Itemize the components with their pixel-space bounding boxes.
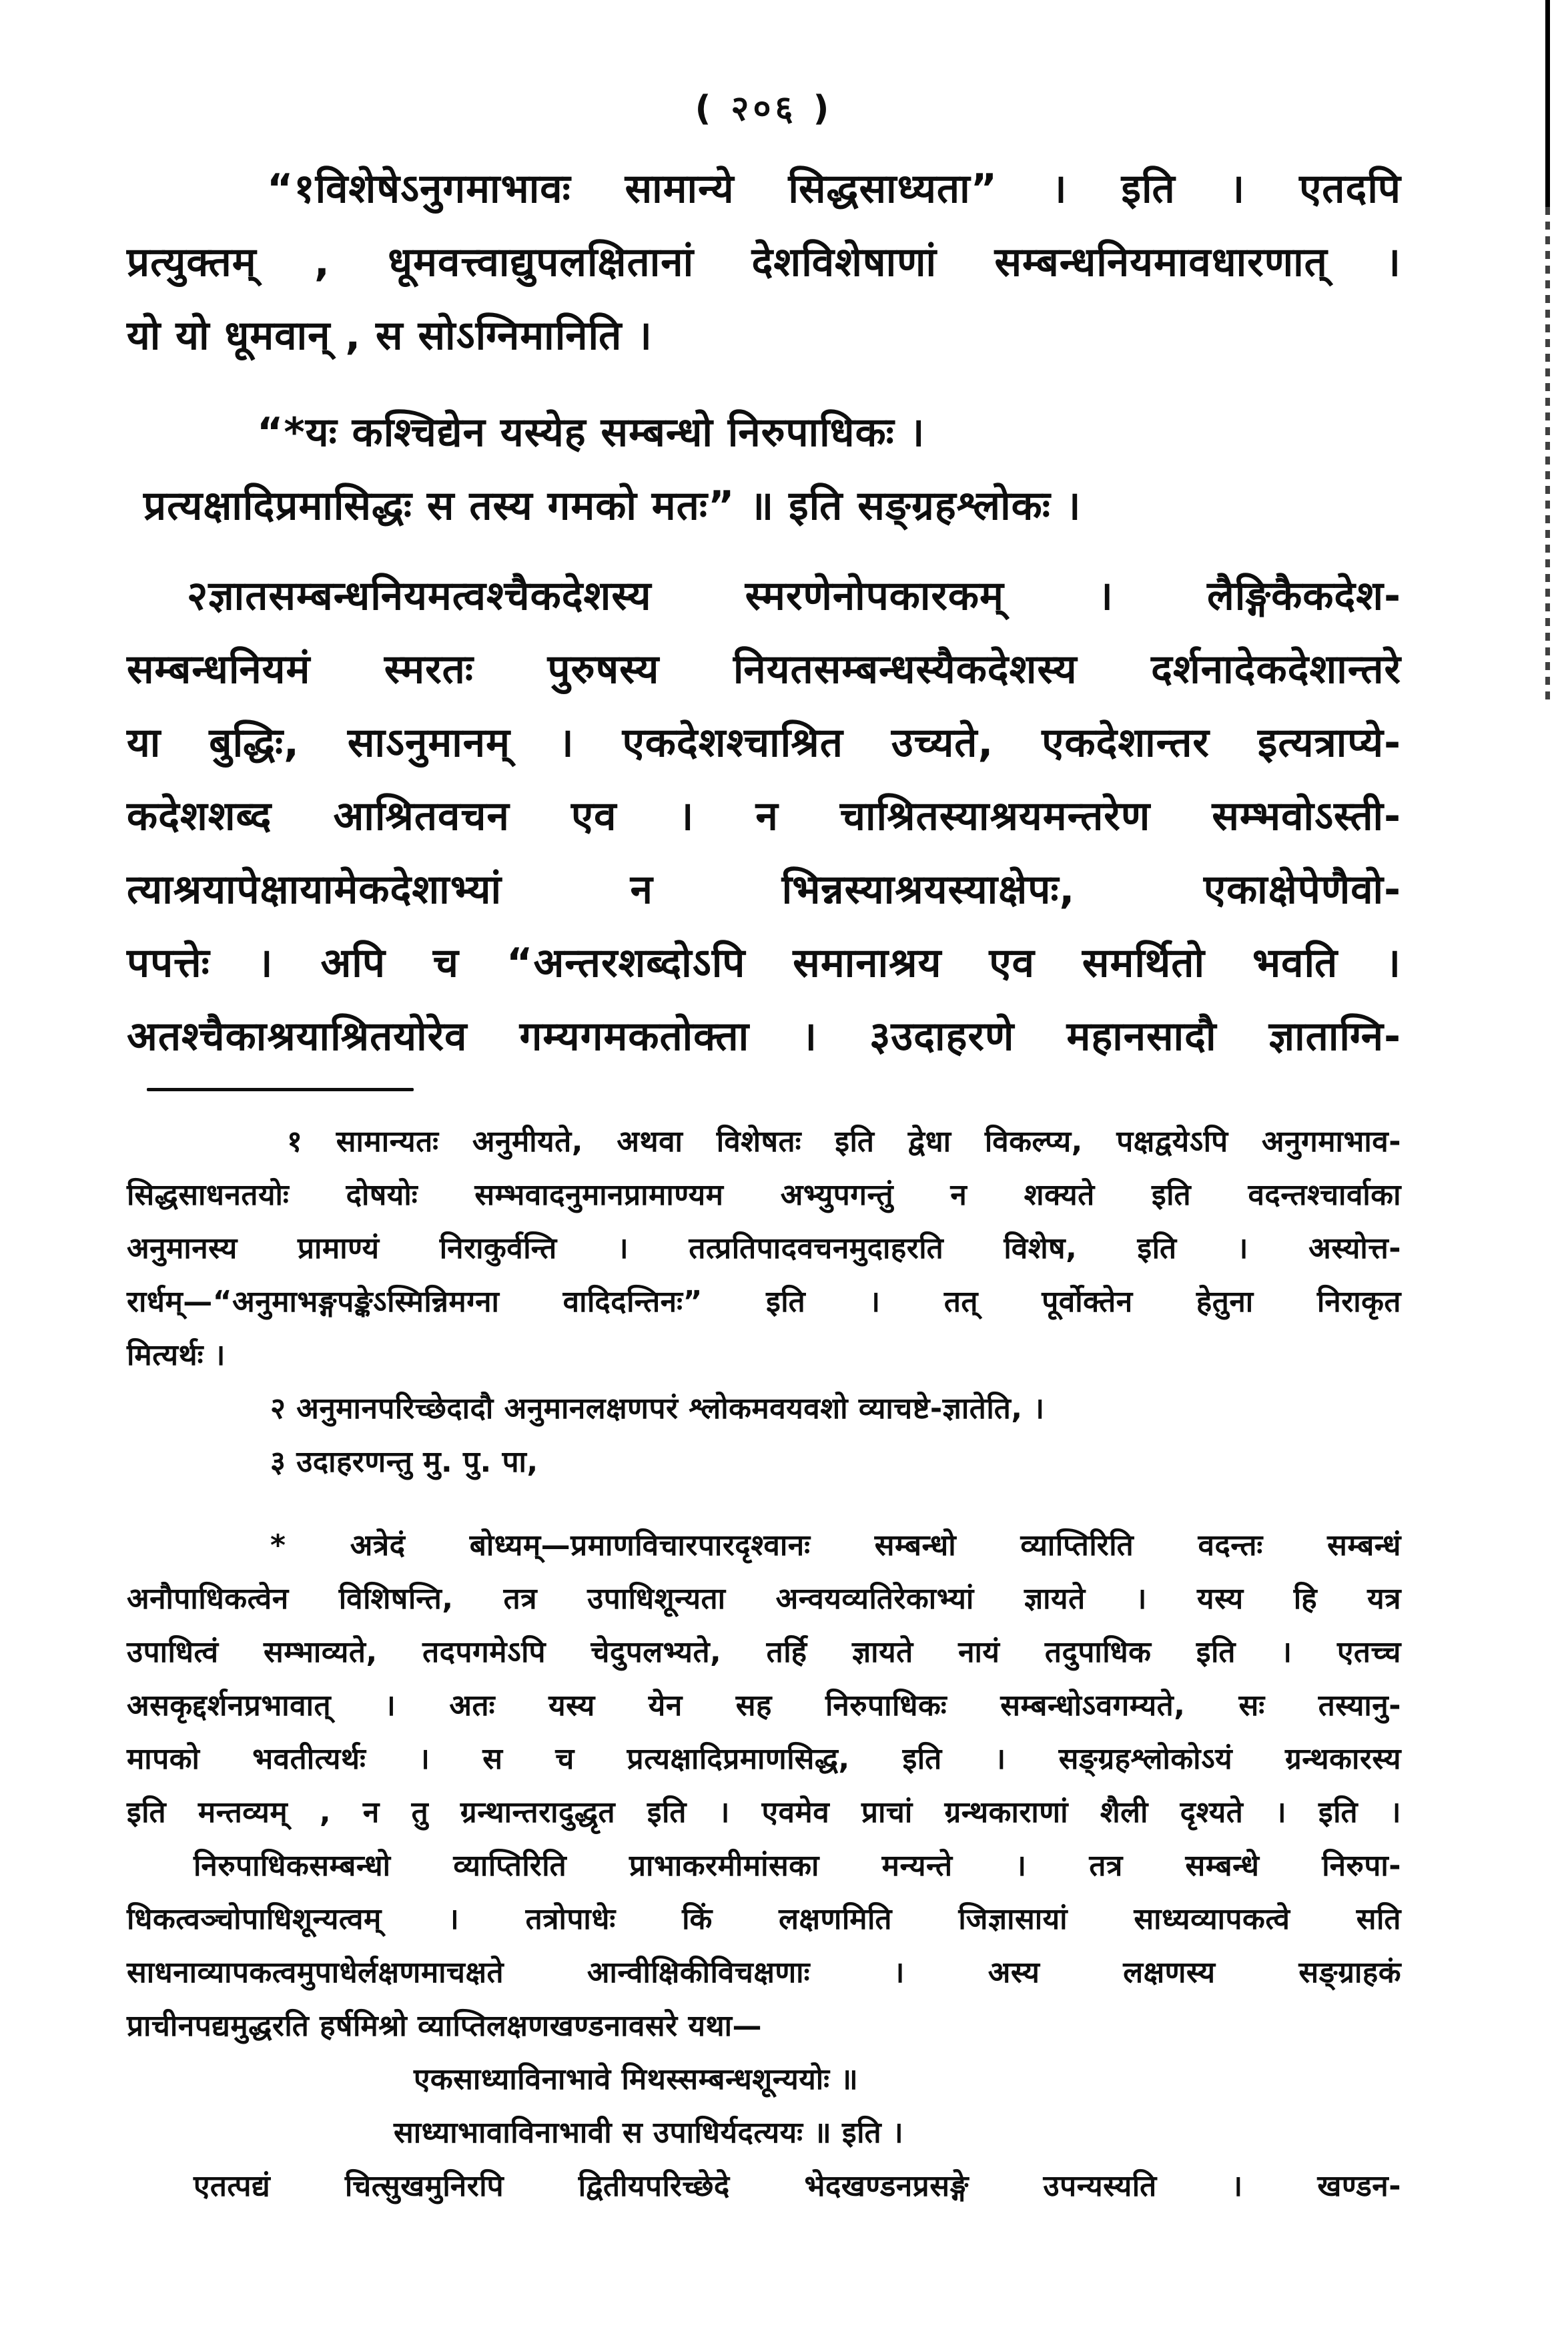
text-line: सम्बन्धनियमं स्मरतः पुरुषस्य नियतसम्बन्धस्यैकदेशस्य दर्शनादेकदेशान्तरे	[127, 646, 1401, 693]
footnote-line: मापको भवतीत्यर्थः । स च प्रत्यक्षादिप्रमाणसिद्ध, इति । सङ्ग्रहश्लोकोऽयं ग्रन्थकारस्य	[127, 1742, 1401, 1776]
footnotes	[127, 1115, 1401, 2213]
text-line: यो यो धूमवान् , स सोऽग्निमानिति ।	[127, 312, 653, 359]
footnote-line: सिद्धसाधनतयोः दोषयोः सम्भवादनुमानप्रामाण्यम अभ्युपगन्तुं न शक्यते इति वदन्तश्चार्वाका	[127, 1178, 1401, 1212]
text-line: पपत्तेः । अपि च “अन्तरशब्दोऽपि समानाश्रय एव समर्थितो भवति ।	[127, 940, 1401, 986]
footnote-line: प्राचीनपद्यमुद्धरति हर्षमिश्रो व्याप्तिलक्षणखण्डनावसरे यथा—	[127, 2009, 763, 2043]
scanned-page	[127, 85, 1401, 2213]
footnote-line: मित्यर्थः ।	[127, 1338, 226, 1372]
verse-line: “*यः कश्चिद्येन यस्येह सम्बन्धो निरुपाधिकः ।	[257, 409, 925, 456]
footnote-line: धिकत्वञ्चोपाधिशून्यत्वम् । तत्रोपाधेः किं लक्षणमिति जिज्ञासायां साध्यव्यापकत्वे सति	[127, 1902, 1401, 1936]
footnote-line: १ सामान्यतः अनुमीयते, अथवा विशेषतः इति द्वेधा विकल्प्य, पक्षद्वयेऽपि अनुगमाभाव-	[287, 1125, 1401, 1159]
footnote-line: साधनाव्यापकत्वमुपाधेर्लक्षणमाचक्षते आन्वीक्षिकीविचक्षणाः । अस्य लक्षणस्य सङ्ग्राहकं	[127, 1956, 1401, 1990]
footnote-verse-line: साध्याभावाविनाभावी स उपाधिर्यदत्ययः ॥ इति ।	[394, 2116, 904, 2150]
footnote-verse-line: एकसाध्याविनाभावे मिथस्सम्बन्धशून्ययोः ॥	[414, 2062, 859, 2096]
text-line: कदेशशब्द आश्रितवचन एव । न चाश्रितस्याश्रयमन्तरेण सम्भवोऽस्ती-	[127, 793, 1401, 840]
text-line: २ज्ञातसम्बन्धनियमत्वश्चैकदेशस्य स्मरणेनोपकारकम् । लैङ्गिकैकदेश-	[187, 573, 1401, 619]
footnote-line: २ अनुमानपरिच्छेदादौ अनुमानलक्षणपरं श्लोकमवयवशो व्याचष्टे-ज्ञातेति, ।	[270, 1392, 1045, 1426]
footnote-line: असकृद्दर्शनप्रभावात् । अतः यस्य येन सह निरुपाधिकः सम्बन्धोऽवगम्यते, सः तस्यानु-	[127, 1689, 1401, 1723]
text-line: “१विशेषेऽनुगमाभावः सामान्ये सिद्धसाध्यता” । इति । एतदपि	[267, 166, 1401, 212]
footnote-line: रार्धम्—“अनुमाभङ्गपङ्केऽस्मिन्निमग्ना वादिदन्तिनः” इति । तत् पूर्वोक्तेन हेतुना निराकृत	[127, 1285, 1401, 1319]
footnote-line: एतत्पद्यं चित्सुखमुनिरपि द्वितीयपरिच्छेदे भेदखण्डनप्रसङ्गे उपन्यस्यति । खण्डन-	[193, 2169, 1401, 2203]
footnote-line: ३ उदाहरणन्तु मु. पु. पा,	[270, 1445, 538, 1479]
text-line: त्याश्रयापेक्षायामेकदेशाभ्यां न भिन्नस्याश्रयस्याक्षेपः, एकाक्षेपेणैवो-	[127, 866, 1401, 913]
footnote-line: उपाधित्वं सम्भाव्यते, तदपगमेऽपि चेदुपलभ्यते, तर्हि ज्ञायते नायं तदुपाधिक इति । एतच्च	[127, 1635, 1401, 1669]
footnote-line: अनुमानस्य प्रामाण्यं निराकुर्वन्ति । तत्प्रतिपादवचनमुदाहरति विशेष, इति । अस्योत्त-	[127, 1231, 1401, 1265]
footnote-separator	[147, 1088, 414, 1091]
text-line: या बुद्धिः, साऽनुमानम् । एकदेशश्चाश्रित उच्यते, एकदेशान्तर इत्यत्राप्ये-	[127, 719, 1401, 766]
page-number: ( २०६ )	[695, 89, 833, 129]
footnote-line: * अत्रेदं बोध्यम्—प्रमाणविचारपारदृश्वानः सम्बन्धो व्याप्तिरिति वदन्तः सम्बन्धं	[270, 1528, 1401, 1562]
footnote-line: अनौपाधिकत्वेन विशिषन्ति, तत्र उपाधिशून्यता अन्वयव्यतिरेकाभ्यां ज्ञायते । यस्य हि यत्र	[127, 1582, 1401, 1616]
text-line: अतश्चैकाश्रयाश्रितयोरेव गम्यगमकतोक्ता । ३उदाहरणे महानसादौ ज्ञाताग्नि-	[127, 1013, 1401, 1060]
footnote-line: निरुपाधिकसम्बन्धो व्याप्तिरिति प्राभाकरमीमांसका मन्यन्ते । तत्र सम्बन्धे निरुपा-	[193, 1849, 1401, 1883]
scan-edge-artifact	[1545, 207, 1550, 701]
verse-line: प्रत्यक्षादिप्रमासिद्धः स तस्य गमको मतः” ॥ इति सङ्ग्रहश्लोकः ।	[143, 483, 1082, 529]
scan-edge-artifact	[1545, 0, 1550, 207]
text-line: प्रत्युक्तम् , धूमवत्त्वाद्युपलक्षितानां देशविशेषाणां सम्बन्धनियमावधारणात् ।	[127, 239, 1401, 286]
footnote-line: इति मन्तव्यम् , न तु ग्रन्थान्तरादुद्धृत इति । एवमेव प्राचां ग्रन्थकाराणां शैली दृश्यते । इति ।	[127, 1795, 1401, 1829]
main-text	[127, 152, 1401, 1073]
